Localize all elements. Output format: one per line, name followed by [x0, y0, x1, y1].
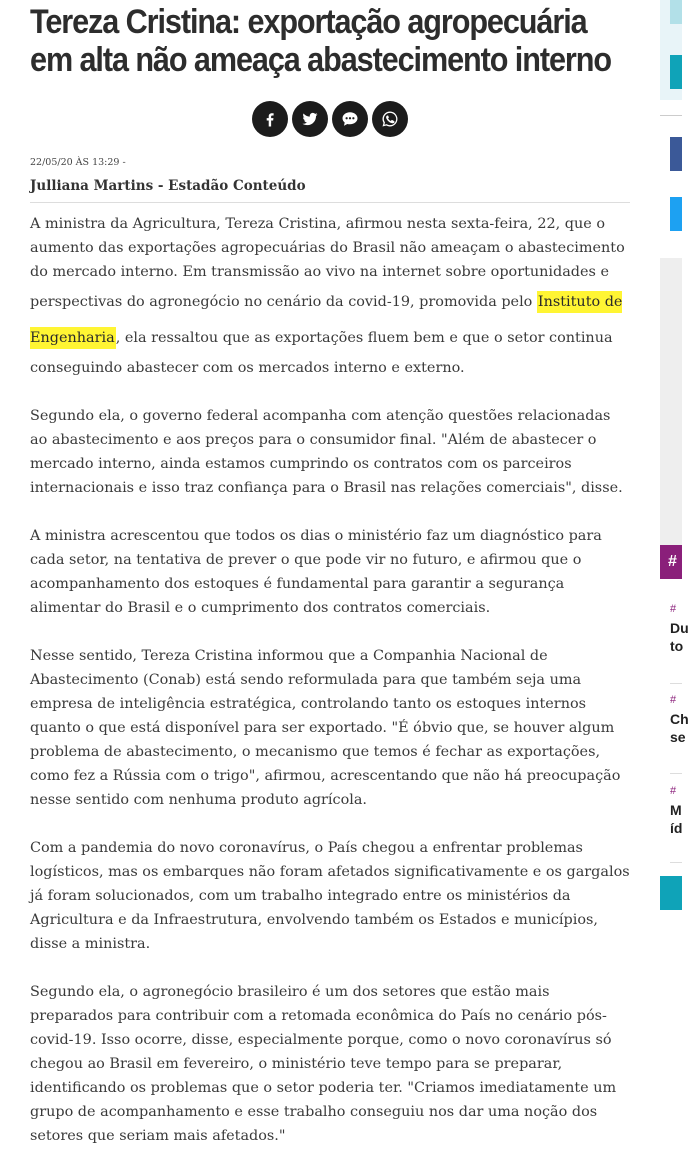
- sidebar-item-divider: [670, 773, 682, 774]
- sidebar-divider: [660, 115, 682, 116]
- comment-icon: [341, 110, 359, 128]
- facebook-icon: [261, 110, 279, 128]
- news-title-line: Du: [670, 620, 689, 636]
- sidebar-more-button[interactable]: [660, 876, 682, 910]
- news-title-line: Ch: [670, 711, 689, 727]
- hashtag-label: #: [670, 603, 677, 615]
- share-bar: [252, 101, 408, 137]
- author-byline: Julliana Martins - Estadão Conteúdo: [30, 178, 630, 203]
- share-facebook-button[interactable]: [252, 101, 288, 137]
- sidebar-ad-slot: [660, 258, 682, 548]
- sidebar-news-item[interactable]: [670, 603, 689, 655]
- news-title-line: íd: [670, 820, 683, 836]
- paragraph: Nesse sentido, Tereza Cristina informou que a Companhia Nacional de Abastecimento (Conab) está sendo reformulada para que também seja uma empresa de inteligência estratégica, controlando tanto os estoques internos quanto o que está disponível para ser exportado. "É óbvio que, se houver algum problema de abastecimento, o mecanismo que temos é fechar as exportações, como fez a Rússia com o trigo", afirmou, acrescentando que não há preocupação nesse sentido com nenhuma produto agrícola.: [30, 648, 621, 808]
- sidebar-tag-header: #: [660, 545, 682, 579]
- share-whatsapp-button[interactable]: [372, 101, 408, 137]
- hashtag-label: #: [670, 694, 677, 706]
- sidebar-item-divider: [670, 862, 682, 863]
- news-title-line: se: [670, 729, 686, 745]
- article-headline: Tereza Cristina: exportação agropecuária em alta não ameaça abastecimento interno: [30, 3, 611, 79]
- news-title-line: M: [670, 802, 682, 818]
- paragraph: [30, 212, 630, 380]
- share-twitter-button[interactable]: [292, 101, 328, 137]
- share-comment-button[interactable]: [332, 101, 368, 137]
- sidebar-twitter-button[interactable]: [670, 197, 682, 231]
- sidebar-input[interactable]: [670, 0, 682, 24]
- sidebar-submit-button[interactable]: [670, 55, 682, 89]
- sidebar-item-divider: [670, 683, 682, 684]
- publish-date: 22/05/20 ÀS 13:29 -: [30, 157, 126, 168]
- paragraph: A ministra acrescentou que todos os dias o ministério faz um diagnóstico para cada setor, na tentativa de prever o que pode vir no futuro, e afirmou que o acompanhamento dos estoques é fundamental para garantir a segurança alimentar do Brasil e o cumprimento dos contratos comerciais.: [30, 528, 602, 616]
- paragraph-text: A ministra da Agricultura, Tereza Cristina, afirmou nesta sexta-feira, 22, que o aumento das exportações agropecuárias do Brasil não ameaçam o abastecimento do mercado interno. Em transmissão ao vivo na internet sobre oportunidades e perspectivas do agronegócio no cenário da covid-19, promovida pelo: [30, 216, 625, 310]
- paragraph: Com a pandemia do novo coronavírus, o País chegou a enfrentar problemas logísticos, mas os embarques não foram afetados significativamente e os gargalos já foram solucionados, com um trabalho integrado entre os ministérios da Agricultura e da Infraestrutura, envolvendo também os Estados e municípios, disse a ministra.: [30, 840, 630, 952]
- sidebar-news-item[interactable]: [670, 694, 689, 746]
- twitter-icon: [301, 110, 319, 128]
- paragraph: Segundo ela, o governo federal acompanha com atenção questões relacionadas ao abastecimento e aos preços para o consumidor final. "Além de abastecer o mercado interno, ainda estamos cumprindo os contratos com os parceiros internacionais e isso traz confiança para o Brasil nas relações comerciais", disse.: [30, 408, 623, 496]
- sidebar-facebook-button[interactable]: [670, 137, 682, 171]
- article-body: [30, 212, 630, 1172]
- right-sidebar: [660, 0, 689, 1110]
- sidebar-news-item[interactable]: [670, 785, 682, 837]
- paragraph-text: , ela ressaltou que as exportações fluem bem e que o setor continua conseguindo abastecer com os mercados interno e externo.: [30, 330, 613, 376]
- paragraph: Segundo ela, o agronegócio brasileiro é um dos setores que estão mais preparados para contribuir com a retomada econômica do País no cenário pós-covid-19. Isso ocorre, disse, especialmente porque, como o novo coronavírus só chegou ao Brasil em fevereiro, o ministério teve tempo para se preparar, identificando os problemas que o setor poderia ter. "Criamos imediatamente um grupo de acompanhamento e esse trabalho conseguiu nos dar uma noção dos setores que seriam mais afetados.": [30, 984, 617, 1144]
- whatsapp-icon: [381, 110, 399, 128]
- institute-link[interactable]: Instituto de Engenharia: [30, 291, 622, 349]
- hashtag-label: #: [670, 785, 677, 797]
- news-title-line: to: [670, 638, 684, 654]
